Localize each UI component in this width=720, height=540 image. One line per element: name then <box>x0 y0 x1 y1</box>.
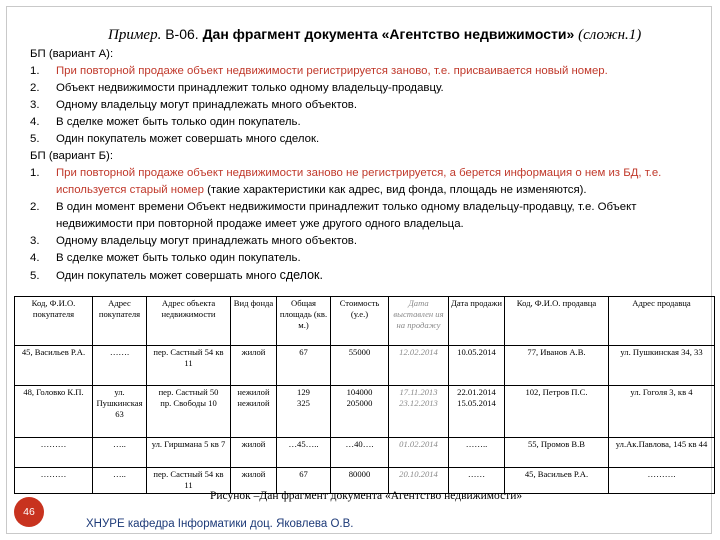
table-cell: нежилой нежилой <box>231 386 277 438</box>
table-cell: пер. Састный 54 кв 11 <box>147 468 231 494</box>
table-cell: 20.10.2014 <box>389 468 449 494</box>
table-cell: 22.01.2014 15.05.2014 <box>449 386 505 438</box>
table-header-row <box>15 297 715 346</box>
column-header: Дата выставлен ия на продажу <box>389 297 449 346</box>
variant-b-item: 5. Один покупатель может совершать много сделок. <box>30 268 323 282</box>
table-cell: 12.02.2014 <box>389 346 449 386</box>
table-cell: …45….. <box>277 438 331 468</box>
table-cell: жилой <box>231 438 277 468</box>
table-cell: жилой <box>231 468 277 494</box>
figure-caption: Рисунок –Дан фрагмент документа «Агентство недвижимости» <box>210 490 523 502</box>
table-cell: 129 325 <box>277 386 331 438</box>
business-rules <box>30 46 690 285</box>
variant-a-item: 1. При повторной продаже объект недвижимости регистрируется заново, т.е. присваивается новый номер. <box>30 65 608 77</box>
table-row <box>15 438 715 468</box>
table-cell: жилой <box>231 346 277 386</box>
table-cell: …40…. <box>331 438 389 468</box>
title-prefix: Пример. <box>108 27 162 43</box>
column-header: Вид фонда <box>231 297 277 346</box>
slide-title <box>108 26 641 44</box>
table-cell: ул. Пушкинская 34, 33 <box>609 346 715 386</box>
variant-b-heading: БП (вариант Б): <box>30 150 114 162</box>
footer-text: ХНУРЕ кафедра Інформатики доц. Яковлева О.В. <box>86 518 354 530</box>
column-header: Общая площадь (кв. м.) <box>277 297 331 346</box>
table-cell: 55, Промов В.В <box>505 438 609 468</box>
table-cell: ……… <box>15 468 93 494</box>
table-cell: ……… <box>15 438 93 468</box>
variant-b-item: 3. Одному владельцу могут принадлежать много объектов. <box>30 235 357 247</box>
table-cell: пер. Састный 54 кв 11 <box>147 346 231 386</box>
column-header: Стоимость (у.е.) <box>331 297 389 346</box>
table-cell: ул. Пушкинская 63 <box>93 386 147 438</box>
table-cell: 45, Васильев Р.А. <box>15 346 93 386</box>
variant-b-item: 1. При повторной продаже объект недвижимости заново не регистрируется, а берется информация о нем из БД, т.е. <box>30 167 662 179</box>
table-cell: ………. <box>609 468 715 494</box>
table-cell: ул.Ак.Павлова, 145 кв 44 <box>609 438 715 468</box>
variant-a-item: 4. В сделке может быть только один покупатель. <box>30 116 301 128</box>
variant-a-item: 2. Объект недвижимости принадлежит только одному владельцу-продавцу. <box>30 82 444 94</box>
table-cell: 77, Иванов А.В. <box>505 346 609 386</box>
table-cell: …….. <box>449 438 505 468</box>
table-cell: 10.05.2014 <box>449 346 505 386</box>
table-cell: ул. Гиршмана 5 кв 7 <box>147 438 231 468</box>
column-header: Код, Ф.И.О. продавца <box>505 297 609 346</box>
table-cell: ….. <box>93 468 147 494</box>
table-cell: 45, Васильев Р.А. <box>505 468 609 494</box>
variant-b-item-cont: используется старый номер (такие характеристики как адрес, вид фонда, площадь не изменяются). <box>56 184 587 196</box>
title-text: Дан фрагмент документа <box>202 26 378 42</box>
table-cell: 102, Петров П.С. <box>505 386 609 438</box>
title-difficulty: (сложн.1) <box>578 27 642 43</box>
table-row <box>15 346 715 386</box>
title-quoted: «Агентство недвижимости» <box>381 26 575 42</box>
table-cell: ….. <box>93 438 147 468</box>
variant-a-item: 5. Один покупатель может совершать много сделок. <box>30 133 320 145</box>
variant-b-item-cont: недвижимости при повторной продаже имеет уже другого одного владельца. <box>56 218 464 230</box>
column-header: Адрес объекта недвижимости <box>147 297 231 346</box>
page-number-badge: 46 <box>14 497 44 527</box>
table-cell: 48, Головко К.П. <box>15 386 93 438</box>
table-cell: …… <box>449 468 505 494</box>
column-header: Код, Ф.И.О. покупателя <box>15 297 93 346</box>
column-header: Дата продажи <box>449 297 505 346</box>
table-cell: ……. <box>93 346 147 386</box>
column-header: Адрес продавца <box>609 297 715 346</box>
table-cell: 104000 205000 <box>331 386 389 438</box>
table-cell: ул. Гоголя 3, кв 4 <box>609 386 715 438</box>
table-cell: 01.02.2014 <box>389 438 449 468</box>
variant-b-item: 4. В сделке может быть только один покупатель. <box>30 252 301 264</box>
table-cell: 67 <box>277 346 331 386</box>
table-cell: пер. Састный 50 пр. Свободы 10 <box>147 386 231 438</box>
table-body <box>15 346 715 494</box>
variant-a-heading: БП (вариант А): <box>30 48 114 60</box>
title-code: В-06. <box>165 26 199 42</box>
agency-document-table <box>14 296 715 494</box>
variant-a-item: 3. Одному владельцу могут принадлежать много объектов. <box>30 99 357 111</box>
table-cell: 80000 <box>331 468 389 494</box>
variant-b-item: 2. В один момент времени Объект недвижимости принадлежит только одному владельцу-продавцу, т.е. Объект <box>30 201 637 213</box>
table-cell: 17.11.2013 23.12.2013 <box>389 386 449 438</box>
table-cell: 67 <box>277 468 331 494</box>
column-header: Адрес покупателя <box>93 297 147 346</box>
table-cell: 55000 <box>331 346 389 386</box>
table-row <box>15 386 715 438</box>
